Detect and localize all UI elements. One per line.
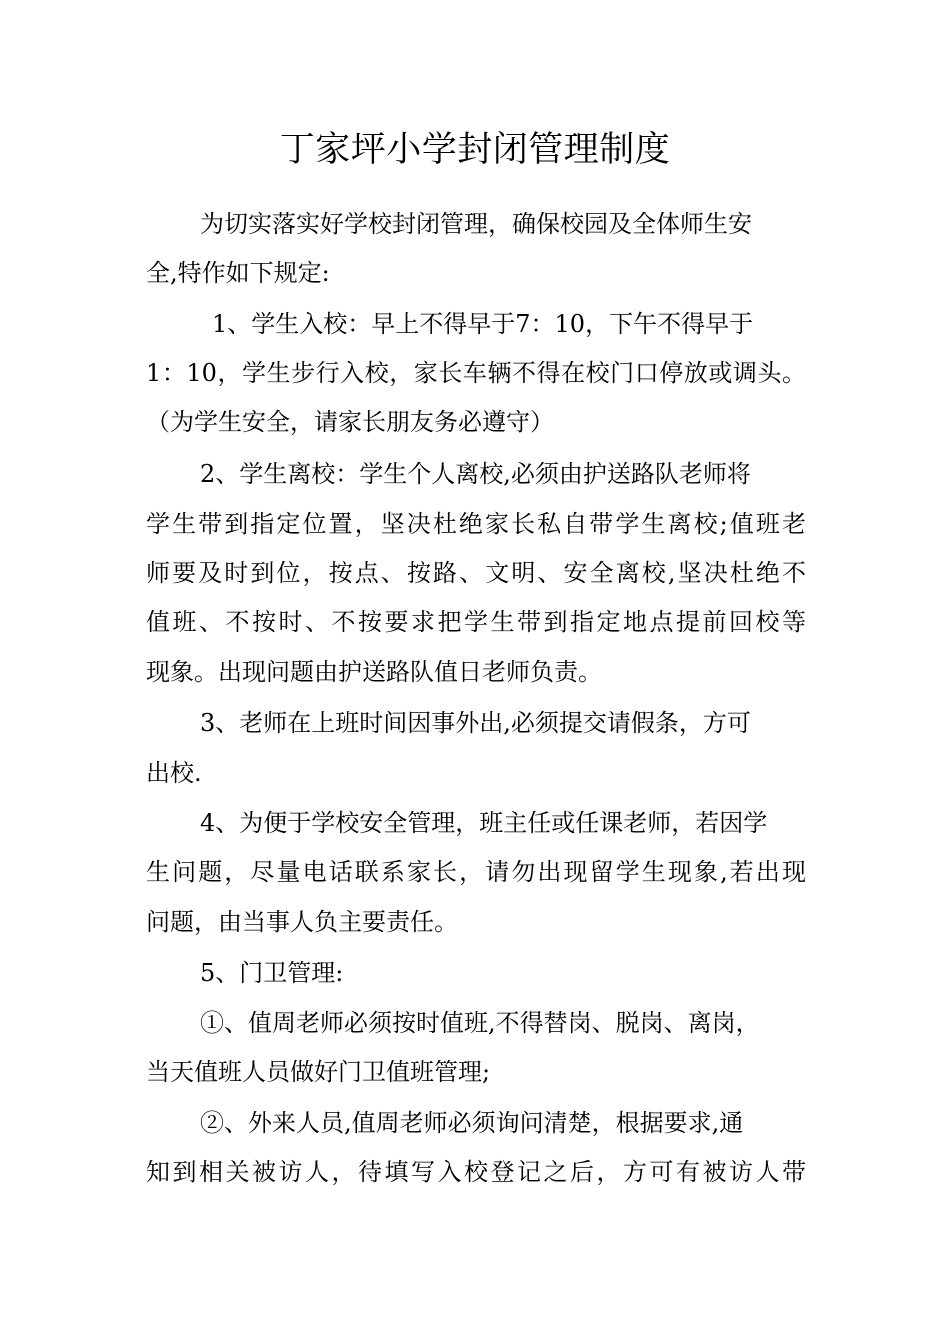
paragraph-line: 当天值班人员做好门卫值班管理; (146, 1058, 491, 1086)
paragraph-line: 全,特作如下规定: (146, 259, 330, 287)
paragraph-line: 学生带到指定位置，坚决杜绝家长私自带学生离校;值班老 (146, 510, 806, 538)
paragraph-line: 2、学生离校：学生个人离校,必须由护送路队老师将 (200, 460, 751, 488)
paragraph-line: ②、外来人员,值周老师必须询问清楚，根据要求,通 (200, 1109, 744, 1137)
section-heading: 5、门卫管理: (200, 959, 344, 987)
paragraph-line: 知到相关被访人，待填写入校登记之后，方可有被访人带 (146, 1158, 806, 1186)
paragraph-line: 1：10，学生步行入校，家长车辆不得在校门口停放或调头。 (146, 359, 806, 387)
paragraph-line: 生问题，尽量电话联系家长，请勿出现留学生现象,若出现 (146, 858, 806, 886)
paragraph-line: （为学生安全，请家长朋友务必遵守） (146, 408, 554, 436)
paragraph-line: 为切实落实好学校封闭管理，确保校园及全体师生安 (200, 210, 752, 238)
paragraph-line: 值班、不按时、不按要求把学生带到指定地点提前回校等 (146, 608, 806, 636)
paragraph-line: 现象。出现问题由护送路队值日老师负责。 (146, 658, 602, 686)
paragraph-line: 4、为便于学校安全管理，班主任或任课老师，若因学 (200, 809, 768, 837)
paragraph-line: 3、老师在上班时间因事外出,必须提交请假条，方可 (200, 709, 751, 737)
paragraph-line: 出校. (146, 759, 202, 787)
paragraph-line: 1、学生入校：早上不得早于7：10，下午不得早于 (212, 310, 754, 338)
paragraph-line: 师要及时到位，按点、按路、文明、安全离校,坚决杜绝不 (146, 559, 806, 587)
paragraph-line: 问题，由当事人负主要责任。 (146, 908, 458, 936)
paragraph-line: ①、值周老师必须按时值班,不得替岗、脱岗、离岗， (200, 1009, 760, 1037)
document-title: 丁家坪小学封闭管理制度 (279, 130, 671, 170)
